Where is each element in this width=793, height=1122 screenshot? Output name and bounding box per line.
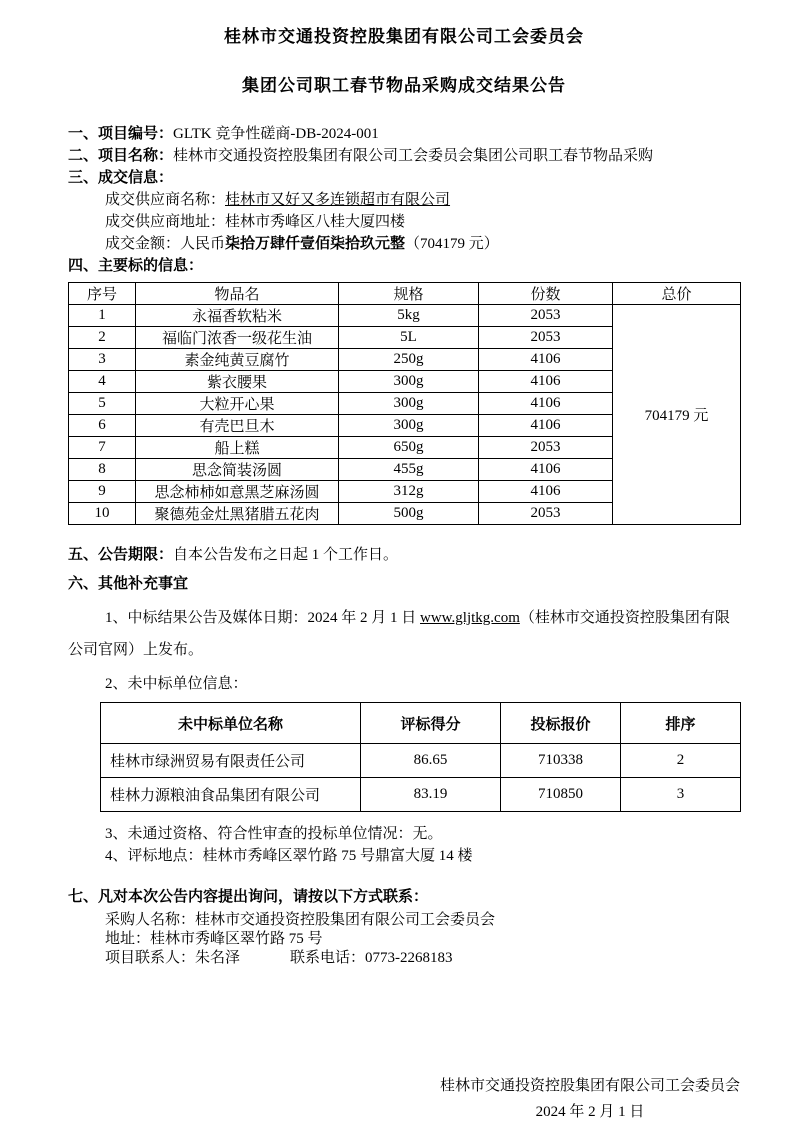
contact-heading: 七、凡对本次公告内容提出询问，请按以下方式联系： <box>68 889 429 905</box>
table-cell: 83.19 <box>361 778 501 812</box>
table-cell: 5kg <box>339 305 479 327</box>
project-number-line <box>68 123 740 145</box>
table-cell: 7 <box>69 437 136 459</box>
evaluation-location-line: 4、评标地点：桂林市秀峰区翠竹路 75 号鼎富大厦 14 楼 <box>105 848 473 864</box>
column-header: 序号 <box>69 283 136 305</box>
purchaser-label: 采购人名称： <box>105 912 196 928</box>
table-cell: 8 <box>69 459 136 481</box>
table-cell: 4106 <box>479 415 613 437</box>
column-header: 总价 <box>613 283 741 305</box>
table-cell: 2 <box>621 744 741 778</box>
table-cell: 86.65 <box>361 744 501 778</box>
table-cell: 5 <box>69 393 136 415</box>
document-subtitle: 集团公司职工春节物品采购成交结果公告 <box>242 76 566 95</box>
table-cell: 300g <box>339 371 479 393</box>
table-cell: 2053 <box>479 437 613 459</box>
project-number-label: 一、项目编号： <box>68 126 174 142</box>
losers-table-body <box>101 744 741 812</box>
supplier-address-label: 成交供应商地址： <box>105 214 226 230</box>
table-cell: 4106 <box>479 371 613 393</box>
announcement-period-line <box>68 544 740 566</box>
items-table-header-row <box>69 283 741 305</box>
table-cell: 300g <box>339 415 479 437</box>
column-header: 评标得分 <box>361 703 501 744</box>
column-header: 投标报价 <box>501 703 621 744</box>
table-cell: 10 <box>69 503 136 525</box>
signature-block <box>68 1073 740 1122</box>
deal-amount-label: 成交金额： <box>105 236 181 252</box>
table-cell: 2 <box>69 327 136 349</box>
table-cell: 6 <box>69 415 136 437</box>
purchaser-address-value: 桂林市秀峰区翠竹路 75 号 <box>150 931 323 947</box>
purchaser-value: 桂林市交通投资控股集团有限公司工会委员会 <box>195 912 496 928</box>
official-website-link[interactable]: www.gljtkg.com <box>420 610 520 626</box>
deal-amount-prefix: 人民币 <box>180 236 226 252</box>
table-cell: 9 <box>69 481 136 503</box>
column-header: 物品名 <box>136 283 339 305</box>
purchaser-address-label: 地址： <box>105 931 151 947</box>
table-cell: 桂林力源粮油食品集团有限公司 <box>101 778 361 812</box>
purchaser-address-line <box>68 930 740 949</box>
table-cell: 650g <box>339 437 479 459</box>
losers-info-heading: 2、未中标单位信息： <box>105 676 248 692</box>
table-cell: 3 <box>69 349 136 371</box>
contact-phone-label: 联系电话： <box>290 950 366 966</box>
table-cell: 312g <box>339 481 479 503</box>
deal-amount-numeric: （704179 元） <box>405 236 499 252</box>
table-cell: 1 <box>69 305 136 327</box>
document-body <box>68 123 740 1122</box>
table-cell: 大粒开心果 <box>136 393 339 415</box>
table-cell: 2053 <box>479 503 613 525</box>
table-cell: 思念柿柿如意黑芝麻汤圆 <box>136 481 339 503</box>
supplier-address-value: 桂林市秀峰区八桂大厦四楼 <box>225 214 406 230</box>
table-cell: 紫衣腰果 <box>136 371 339 393</box>
table-cell: 船上糕 <box>136 437 339 459</box>
document-title: 桂林市交通投资控股集团有限公司工会委员会 <box>224 27 584 46</box>
items-table-body <box>69 305 741 525</box>
table-cell: 500g <box>339 503 479 525</box>
contact-person-value: 朱名泽 <box>195 950 241 966</box>
table-cell: 4 <box>69 371 136 393</box>
column-header: 规格 <box>339 283 479 305</box>
table-row <box>69 305 741 327</box>
table-cell: 710850 <box>501 778 621 812</box>
publish-info-paragraph <box>68 602 740 666</box>
main-subject-heading: 四、主要标的信息： <box>68 258 204 274</box>
table-cell: 4106 <box>479 481 613 503</box>
table-cell: 2053 <box>479 327 613 349</box>
signature-org: 桂林市交通投资控股集团有限公司工会委员会 <box>439 1078 740 1094</box>
signature-date: 2024 年 2 月 1 日 <box>535 1104 645 1120</box>
supplier-name-line <box>68 189 740 211</box>
publish-info-post: （桂林市交通投资控股集团有限公司官网）上发布。 <box>68 610 730 658</box>
publish-info-pre: 1、中标结果公告及媒体日期：2024 年 2 月 1 日 <box>105 610 421 626</box>
project-number-value: GLTK 竞争性磋商-DB-2024-001 <box>173 126 379 142</box>
purchaser-line <box>68 911 740 930</box>
table-cell: 聚德苑金灶黑猪腊五花肉 <box>136 503 339 525</box>
losers-table <box>100 702 741 812</box>
table-row <box>101 744 741 778</box>
project-name-value: 桂林市交通投资控股集团有限公司工会委员会集团公司职工春节物品采购 <box>173 148 654 164</box>
contact-person-label: 项目联系人： <box>105 950 196 966</box>
table-cell: 710338 <box>501 744 621 778</box>
announcement-period-label: 五、公告期限： <box>68 547 174 563</box>
table-cell: 永福香软粘米 <box>136 305 339 327</box>
unqualified-bidders-line: 3、未通过资格、符合性审查的投标单位情况：无。 <box>105 826 443 842</box>
table-row <box>101 778 741 812</box>
table-cell: 福临门浓香一级花生油 <box>136 327 339 349</box>
table-cell: 250g <box>339 349 479 371</box>
table-cell: 有壳巴旦木 <box>136 415 339 437</box>
column-header: 份数 <box>479 283 613 305</box>
table-cell: 4106 <box>479 459 613 481</box>
table-cell: 4106 <box>479 349 613 371</box>
table-cell: 4106 <box>479 393 613 415</box>
total-price-cell: 704179 元 <box>613 305 741 525</box>
table-cell: 300g <box>339 393 479 415</box>
column-header: 排序 <box>621 703 741 744</box>
table-cell: 455g <box>339 459 479 481</box>
project-name-line <box>68 145 740 167</box>
announcement-period-value: 自本公告发布之日起 1 个工作日。 <box>173 547 399 563</box>
table-cell: 5L <box>339 327 479 349</box>
column-header: 未中标单位名称 <box>101 703 361 744</box>
losers-table-header-row <box>101 703 741 744</box>
contact-phone-value: 0773-2268183 <box>365 950 453 966</box>
table-cell: 2053 <box>479 305 613 327</box>
table-cell: 思念简装汤圆 <box>136 459 339 481</box>
project-name-label: 二、项目名称： <box>68 148 174 164</box>
items-table <box>68 282 741 525</box>
deal-amount-line <box>68 233 740 255</box>
table-cell: 3 <box>621 778 741 812</box>
table-cell: 素金纯黄豆腐竹 <box>136 349 339 371</box>
contact-person-line <box>68 949 740 968</box>
supplier-address-line <box>68 211 740 233</box>
supplier-name-value: 桂林市又好又多连锁超市有限公司 <box>225 192 451 208</box>
deal-amount-chinese: 柒拾万肆仟壹佰柒拾玖元整 <box>225 236 406 252</box>
other-matters-heading: 六、其他补充事宜 <box>68 576 189 592</box>
deal-info-heading: 三、成交信息： <box>68 170 174 186</box>
table-cell: 桂林市绿洲贸易有限责任公司 <box>101 744 361 778</box>
supplier-name-label: 成交供应商名称： <box>105 192 226 208</box>
